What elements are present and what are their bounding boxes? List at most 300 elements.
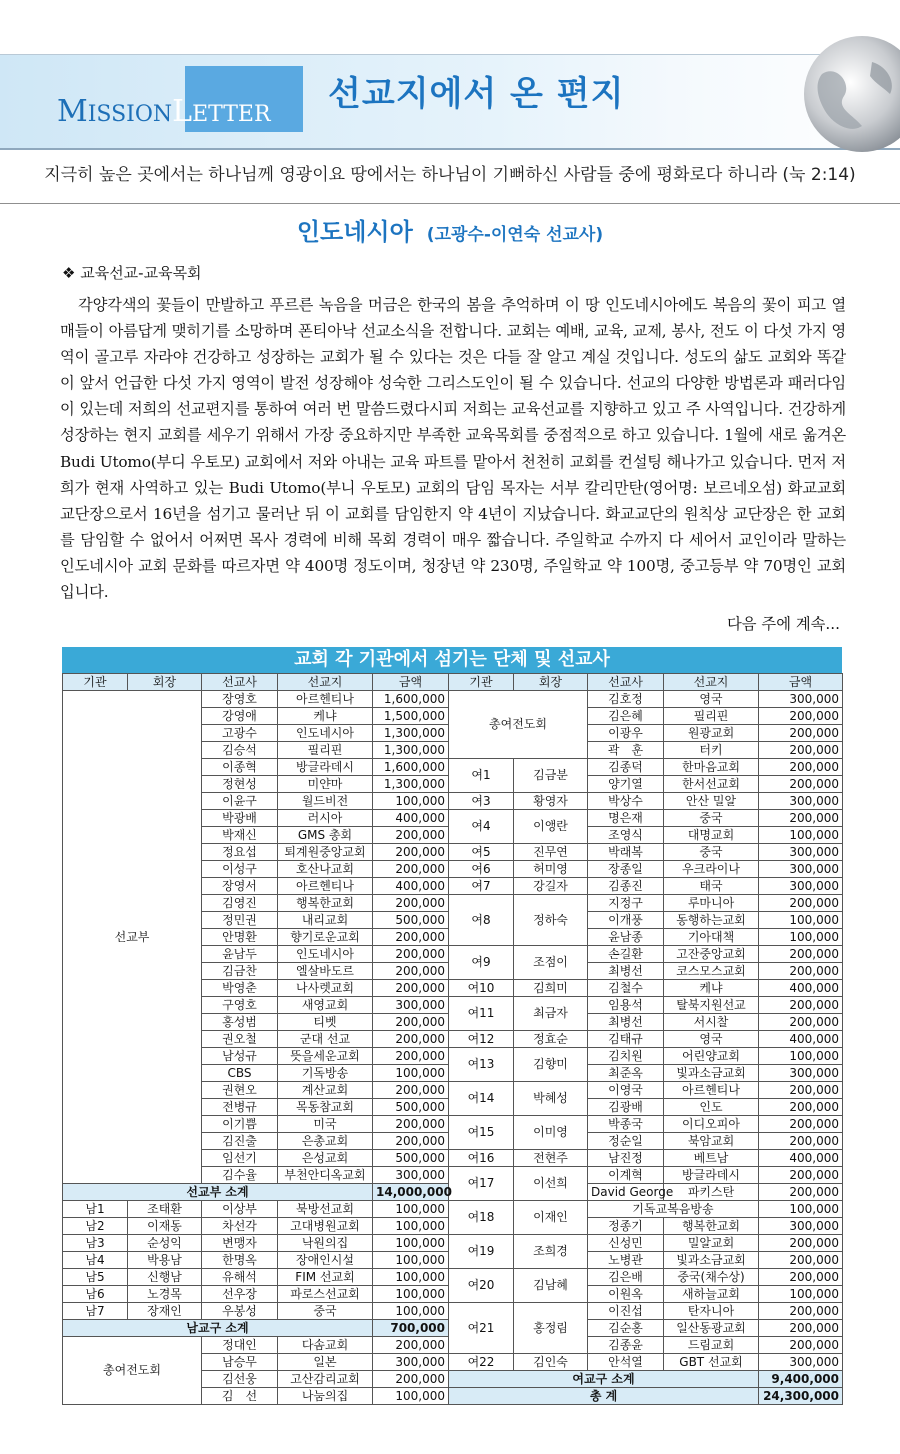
amount-cell: 100,000 — [373, 1303, 449, 1320]
missionary-cell: 이영국 — [588, 1082, 664, 1099]
chair-cell: 김금분 — [514, 759, 588, 793]
amount-cell: 200,000 — [373, 1082, 449, 1099]
missionary-cell: 장영서 — [202, 878, 278, 895]
missionary-cell: 남성규 — [202, 1048, 278, 1065]
missionary-cell: 이광우 — [588, 725, 664, 742]
field-cell: 인도네시아 — [278, 946, 373, 963]
field-cell: 서시찰 — [664, 1014, 759, 1031]
amount-cell: 100,000 — [373, 1252, 449, 1269]
chair-cell: 김인숙 — [514, 1354, 588, 1371]
field-cell: 군대 선교 — [278, 1031, 373, 1048]
field-cell: 기아대책 — [664, 929, 759, 946]
field-cell: GBT 선교회 — [664, 1354, 759, 1371]
missionary-cell: 정순일 — [588, 1133, 664, 1150]
missionary-cell: 이원옥 — [588, 1286, 664, 1303]
gigwan-cell: 여13 — [449, 1048, 514, 1082]
gigwan-cell: 총여전도회 — [449, 691, 588, 759]
amount-cell: 300,000 — [759, 691, 843, 708]
missionary-cell: David George — [588, 1184, 664, 1201]
amount-cell: 200,000 — [759, 725, 843, 742]
amount-cell: 400,000 — [373, 810, 449, 827]
amount-cell: 1,300,000 — [373, 742, 449, 759]
missionary-cell: 임선기 — [202, 1150, 278, 1167]
amount-cell: 200,000 — [759, 1167, 843, 1184]
amount-cell: 100,000 — [373, 793, 449, 810]
missionary-cell: 김승석 — [202, 742, 278, 759]
table-row — [63, 691, 843, 708]
field-cell: 부천안디옥교회 — [278, 1167, 373, 1184]
field-cell: 파로스선교회 — [278, 1286, 373, 1303]
amount-cell: 200,000 — [759, 1116, 843, 1133]
column-header: 금액 — [373, 674, 449, 691]
amount-cell: 400,000 — [759, 1031, 843, 1048]
subtotal-amount: 14,000,000 — [373, 1184, 449, 1201]
chair-cell: 박용남 — [128, 1252, 202, 1269]
amount-cell: 300,000 — [759, 1218, 843, 1235]
amount-cell: 200,000 — [373, 1133, 449, 1150]
amount-cell: 200,000 — [759, 742, 843, 759]
amount-cell: 200,000 — [759, 963, 843, 980]
gigwan-cell: 남2 — [63, 1218, 128, 1235]
field-cell: 티벳 — [278, 1014, 373, 1031]
missionary-cell: 기독교복음방송 — [588, 1201, 759, 1218]
column-header: 선교지 — [278, 674, 373, 691]
amount-cell: 200,000 — [759, 997, 843, 1014]
field-cell: 퇴계원중앙교회 — [278, 844, 373, 861]
chair-cell: 황영자 — [514, 793, 588, 810]
column-header: 선교지 — [664, 674, 759, 691]
field-cell: 엘살바도르 — [278, 963, 373, 980]
amount-cell: 200,000 — [759, 810, 843, 827]
gigwan-cell: 여3 — [449, 793, 514, 810]
amount-cell: 200,000 — [759, 776, 843, 793]
table-row — [63, 1201, 843, 1218]
field-cell: 새영교회 — [278, 997, 373, 1014]
missionary-cell: 이윤구 — [202, 793, 278, 810]
subtotal-label: 선교부 소계 — [63, 1184, 373, 1201]
field-cell: 파키스탄 — [664, 1184, 759, 1201]
missionary-cell: 김영진 — [202, 895, 278, 912]
field-cell: 한서선교회 — [664, 776, 759, 793]
amount-cell: 200,000 — [759, 1235, 843, 1252]
letter-body: 각양각색의 꽃들이 만발하고 푸르른 녹음을 머금은 한국의 봄을 추억하며 이 땅 인도네시아에도 복음의 꽃이 피고 열매들이 아름답게 맺히기를 소망하며 폰티아낙 선교소식을 전합니다. 교회는 예배, 교육, 교제, 봉사, 전도 이 다섯 가지 영역이 골고루 자라야 건강하고 성장하는 교회가 될 수 있다는 것은 다들 잘 알고 계실 것입니다. 성도의 삶도 교회와 똑같이 앞서 언급한 다섯 가지 영역이 발전 성장해야 성숙한 그리스도인이 될 수 있습니다. 선교의 다양한 방법론과 패러다임이 있는데 저희의 선교편지를 통하여 여러 번 말씀드렸다시피 저희는 교육선교를 지향하고 있고 주 사역입니다. 건강하게 성장하는 현지 교회를 세우기 위해서 가장 중요하지만 부족한 교육목회를 중점적으로 하고 있습니다. 1월에 새로 옮겨온 Budi Utomo(부디 우토모) 교회에서 저와 아내는 교육 파트를 맡아서 천천히 교회를 컨설팅 해나가고 있습니다. 먼저 저희가 현재 사역하고 있는 Budi Utomo(부니 우토모) 교회의 담임 목자는 서부 칼리만탄(영어명: 보르네오섬) 화교교회 교단장으로서 16년을 섬기고 물러난 뒤 이 교회를 담임한지 약 4년이 지났습니다. 화교교단의 원칙상 교단장은 한 교회를 담임할 수 없어서 어쩌면 목사 경력에 비해 목회 경력이 매우 짧습니다. 주일학교 수까지 다 세어서 교인이라 말하는 인도네시아 교회 문화를 따르자면 약 400명 정도이며, 청장년 약 230명, 주일학교 약 100명, 중고등부 약 70명인 교회입니다. — [60, 296, 846, 602]
gigwan-cell: 남5 — [63, 1269, 128, 1286]
amount-cell: 1,500,000 — [373, 708, 449, 725]
missionary-cell: 김수율 — [202, 1167, 278, 1184]
field-cell: 케냐 — [664, 980, 759, 997]
amount-cell: 200,000 — [373, 963, 449, 980]
missionary-cell: 박영춘 — [202, 980, 278, 997]
amount-cell: 200,000 — [759, 1082, 843, 1099]
continued-note: 다음 주에 계속... — [727, 615, 840, 633]
gigwan-cell: 남4 — [63, 1252, 128, 1269]
missionary-cell: 김철수 — [588, 980, 664, 997]
missionary-cell: 변맹자 — [202, 1235, 278, 1252]
field-cell: 빛과소금교회 — [664, 1252, 759, 1269]
field-cell: 밀알교회 — [664, 1235, 759, 1252]
verse-divider — [0, 203, 900, 204]
missionary-cell: 김선웅 — [202, 1371, 278, 1388]
chair-cell: 전현주 — [514, 1150, 588, 1167]
amount-cell: 200,000 — [373, 844, 449, 861]
column-header: 회장 — [514, 674, 588, 691]
amount-cell: 400,000 — [373, 878, 449, 895]
missionary-cell: 남승무 — [202, 1354, 278, 1371]
missionary-cell: 최준옥 — [588, 1065, 664, 1082]
field-cell: 필리핀 — [664, 708, 759, 725]
field-cell: 빛과소금교회 — [664, 1065, 759, 1082]
gigwan-cell: 여6 — [449, 861, 514, 878]
field-cell: 나눔의집 — [278, 1388, 373, 1405]
amount-cell: 200,000 — [759, 1320, 843, 1337]
group-label: 선교부 — [63, 691, 202, 1184]
field-cell: 아르헨티나 — [278, 691, 373, 708]
chair-cell: 김향미 — [514, 1048, 588, 1082]
missionary-cell: 차선각 — [202, 1218, 278, 1235]
missionary-cell: 이성구 — [202, 861, 278, 878]
missionary-cell: 김종덕 — [588, 759, 664, 776]
globe-icon — [792, 54, 900, 148]
missionary-cell: 유해석 — [202, 1269, 278, 1286]
table-row — [63, 1235, 843, 1252]
amount-cell: 200,000 — [373, 1014, 449, 1031]
header-bottom-rule — [0, 148, 900, 150]
missionary-cell: 선우장 — [202, 1286, 278, 1303]
field-cell: 동행하는교회 — [664, 912, 759, 929]
amount-cell: 200,000 — [759, 708, 843, 725]
field-cell: 안산 밀알 — [664, 793, 759, 810]
amount-cell: 300,000 — [373, 1167, 449, 1184]
field-cell: 다솜교회 — [278, 1337, 373, 1354]
amount-cell: 100,000 — [373, 1235, 449, 1252]
field-cell: 탄자니아 — [664, 1303, 759, 1320]
field-cell: 고잔중앙교회 — [664, 946, 759, 963]
missionary-cell: 지정구 — [588, 895, 664, 912]
gigwan-cell: 여19 — [449, 1235, 514, 1269]
missionary-cell: 남진정 — [588, 1150, 664, 1167]
field-cell: 드림교회 — [664, 1337, 759, 1354]
field-cell: 호산나교회 — [278, 861, 373, 878]
missionary-cell: 이진섭 — [588, 1303, 664, 1320]
gigwan-cell: 여1 — [449, 759, 514, 793]
country-name: 인도네시아 — [296, 218, 413, 246]
amount-cell: 100,000 — [759, 1201, 843, 1218]
missionary-cell: 구영호 — [202, 997, 278, 1014]
field-cell: 월드비전 — [278, 793, 373, 810]
field-cell: 인도네시아 — [278, 725, 373, 742]
missionary-cell: 이종혁 — [202, 759, 278, 776]
field-cell: 미국 — [278, 1116, 373, 1133]
missionary-cell: 권오철 — [202, 1031, 278, 1048]
missionary-cell: 이계혁 — [588, 1167, 664, 1184]
missionary-cell: 이기쁨 — [202, 1116, 278, 1133]
field-cell: 일산동광교회 — [664, 1320, 759, 1337]
support-grid — [62, 673, 843, 1405]
missionary-cell: 우봉성 — [202, 1303, 278, 1320]
field-cell: 아르헨티나 — [278, 878, 373, 895]
subtotal-label: 여교구 소계 — [449, 1371, 759, 1388]
amount-cell: 100,000 — [373, 1269, 449, 1286]
field-cell: 북암교회 — [664, 1133, 759, 1150]
chair-cell: 정하숙 — [514, 895, 588, 946]
missionary-cell: 박재신 — [202, 827, 278, 844]
amount-cell: 1,300,000 — [373, 776, 449, 793]
field-cell: 필리핀 — [278, 742, 373, 759]
chair-cell: 홍정림 — [514, 1303, 588, 1354]
missionary-cell: 김태규 — [588, 1031, 664, 1048]
missionary-cell: 안명환 — [202, 929, 278, 946]
header-top-rule — [0, 54, 900, 55]
amount-cell: 200,000 — [373, 861, 449, 878]
bible-verse: 지극히 높은 곳에서는 하나님께 영광이요 땅에서는 하나님이 기뻐하신 사람들 중에 평화로다 하니라 (눅 2:14) — [44, 165, 856, 185]
gigwan-cell: 여9 — [449, 946, 514, 980]
missionary-cell: 신성민 — [588, 1235, 664, 1252]
gigwan-cell: 여5 — [449, 844, 514, 861]
amount-cell: 300,000 — [759, 1354, 843, 1371]
chair-cell: 김남혜 — [514, 1269, 588, 1303]
field-cell: 행복한교회 — [278, 895, 373, 912]
field-cell: 탈북지원선교 — [664, 997, 759, 1014]
chair-cell: 이앵란 — [514, 810, 588, 844]
amount-cell: 200,000 — [373, 980, 449, 997]
chair-cell: 이선희 — [514, 1167, 588, 1201]
field-cell: 고산감리교회 — [278, 1371, 373, 1388]
missionary-cell: 전병규 — [202, 1099, 278, 1116]
amount-cell: 1,600,000 — [373, 759, 449, 776]
field-cell: 방글라데시 — [278, 759, 373, 776]
amount-cell: 200,000 — [373, 1116, 449, 1133]
missionary-cell: 홍성범 — [202, 1014, 278, 1031]
missionary-cell: 윤남종 — [588, 929, 664, 946]
amount-cell: 200,000 — [373, 895, 449, 912]
gigwan-cell: 남7 — [63, 1303, 128, 1320]
field-cell: 베트남 — [664, 1150, 759, 1167]
letter-subheading: ❖ 교육선교-교육목회 — [62, 264, 202, 282]
support-table — [62, 647, 842, 1405]
missionary-cell: 최병선 — [588, 1014, 664, 1031]
field-cell: 중국(채수상) — [664, 1269, 759, 1286]
missionary-cell: 정종기 — [588, 1218, 664, 1235]
missionary-cell: 박광배 — [202, 810, 278, 827]
amount-cell: 300,000 — [759, 1065, 843, 1082]
chair-cell: 이재동 — [128, 1218, 202, 1235]
field-cell: 향기로운교회 — [278, 929, 373, 946]
gigwan-cell: 여22 — [449, 1354, 514, 1371]
chair-cell: 진무연 — [514, 844, 588, 861]
field-cell: 중국 — [664, 844, 759, 861]
amount-cell: 500,000 — [373, 912, 449, 929]
amount-cell: 300,000 — [759, 793, 843, 810]
missionary-cell: 정대인 — [202, 1337, 278, 1354]
field-cell: 계산교회 — [278, 1082, 373, 1099]
field-cell: 태국 — [664, 878, 759, 895]
missionary-cell: 윤남두 — [202, 946, 278, 963]
chair-cell: 김희미 — [514, 980, 588, 997]
amount-cell: 200,000 — [373, 929, 449, 946]
chair-cell: 이미영 — [514, 1116, 588, 1150]
amount-cell: 100,000 — [759, 827, 843, 844]
column-header: 회장 — [128, 674, 202, 691]
chair-cell: 최금자 — [514, 997, 588, 1031]
field-cell: 뜻을세운교회 — [278, 1048, 373, 1065]
field-cell: 은총교회 — [278, 1133, 373, 1150]
amount-cell: 100,000 — [759, 929, 843, 946]
field-cell: 목동참교회 — [278, 1099, 373, 1116]
amount-cell: 200,000 — [759, 1184, 843, 1201]
amount-cell: 300,000 — [759, 844, 843, 861]
amount-cell: 200,000 — [759, 1303, 843, 1320]
field-cell: 케냐 — [278, 708, 373, 725]
field-cell: 어린양교회 — [664, 1048, 759, 1065]
column-header: 기관 — [449, 674, 514, 691]
missionary-cell: 김순홍 — [588, 1320, 664, 1337]
amount-cell: 200,000 — [759, 946, 843, 963]
field-cell: 터키 — [664, 742, 759, 759]
gigwan-cell: 여17 — [449, 1167, 514, 1201]
amount-cell: 200,000 — [373, 1031, 449, 1048]
gigwan-cell: 여14 — [449, 1082, 514, 1116]
gigwan-cell: 남3 — [63, 1235, 128, 1252]
field-cell: 한마음교회 — [664, 759, 759, 776]
missionary-cell: 강영애 — [202, 708, 278, 725]
missionary-cell: 임용석 — [588, 997, 664, 1014]
field-cell: 러시아 — [278, 810, 373, 827]
gigwan-cell: 남6 — [63, 1286, 128, 1303]
amount-cell: 500,000 — [373, 1099, 449, 1116]
missionary-cell: 최병선 — [588, 963, 664, 980]
chair-cell: 허미영 — [514, 861, 588, 878]
amount-cell: 300,000 — [373, 997, 449, 1014]
missionary-cell: 조영식 — [588, 827, 664, 844]
field-cell: 고대병원교회 — [278, 1218, 373, 1235]
amount-cell: 200,000 — [373, 1337, 449, 1354]
gigwan-cell: 여8 — [449, 895, 514, 946]
missionary-cell: 박종국 — [588, 1116, 664, 1133]
field-cell: 우크라이나 — [664, 861, 759, 878]
amount-cell: 100,000 — [759, 912, 843, 929]
field-cell: 기독방송 — [278, 1065, 373, 1082]
missionary-cell: 김종진 — [588, 878, 664, 895]
column-header: 기관 — [63, 674, 128, 691]
table-title: 교회 각 기관에서 섬기는 단체 및 선교사 — [62, 647, 842, 673]
amount-cell: 200,000 — [373, 1048, 449, 1065]
amount-cell: 100,000 — [373, 1388, 449, 1405]
amount-cell: 100,000 — [373, 1286, 449, 1303]
amount-cell: 200,000 — [759, 1269, 843, 1286]
amount-cell: 200,000 — [759, 759, 843, 776]
amount-cell: 1,600,000 — [373, 691, 449, 708]
grand-total-label: 총 계 — [449, 1388, 759, 1405]
missionary-cell: 노병관 — [588, 1252, 664, 1269]
missionary-cell: 명은재 — [588, 810, 664, 827]
chair-cell: 순성익 — [128, 1235, 202, 1252]
amount-cell: 100,000 — [373, 1218, 449, 1235]
missionary-cell: 김금찬 — [202, 963, 278, 980]
missionary-cell: 이상부 — [202, 1201, 278, 1218]
missionary-cell: 한명옥 — [202, 1252, 278, 1269]
field-cell: 루마니아 — [664, 895, 759, 912]
chair-cell: 이재인 — [514, 1201, 588, 1235]
chair-cell: 조태환 — [128, 1201, 202, 1218]
group-label: 총여전도회 — [63, 1337, 202, 1405]
amount-cell: 200,000 — [373, 946, 449, 963]
letter-heading — [0, 212, 900, 247]
missionary-cell: 김호정 — [588, 691, 664, 708]
gigwan-cell: 여12 — [449, 1031, 514, 1048]
amount-cell: 200,000 — [759, 1337, 843, 1354]
grand-total-amount: 24,300,000 — [759, 1388, 843, 1405]
column-header: 선교사 — [588, 674, 664, 691]
chair-cell: 장재인 — [128, 1303, 202, 1320]
gigwan-cell: 여10 — [449, 980, 514, 997]
subtotal-amount: 700,000 — [373, 1320, 449, 1337]
chair-cell: 노경목 — [128, 1286, 202, 1303]
field-cell: 대명교회 — [664, 827, 759, 844]
amount-cell: 300,000 — [373, 1354, 449, 1371]
chair-cell: 신행남 — [128, 1269, 202, 1286]
missionary-cell: 장영호 — [202, 691, 278, 708]
gigwan-cell: 여16 — [449, 1150, 514, 1167]
amount-cell: 200,000 — [373, 827, 449, 844]
gigwan-cell: 남1 — [63, 1201, 128, 1218]
field-cell: 나사렛교회 — [278, 980, 373, 997]
amount-cell: 400,000 — [759, 1150, 843, 1167]
field-cell: 새하늘교회 — [664, 1286, 759, 1303]
subtotal-amount: 9,400,000 — [759, 1371, 843, 1388]
field-cell: 장애인시설 — [278, 1252, 373, 1269]
field-cell: 방글라데시 — [664, 1167, 759, 1184]
missionary-cell: 안석열 — [588, 1354, 664, 1371]
amount-cell: 300,000 — [759, 878, 843, 895]
missionary-cell: 김종윤 — [588, 1337, 664, 1354]
table-row — [63, 1269, 843, 1286]
page-title: 선교지에서 온 편지 — [328, 74, 625, 114]
gigwan-cell: 여7 — [449, 878, 514, 895]
amount-cell: 100,000 — [373, 1201, 449, 1218]
missionary-cell: 곽 훈 — [588, 742, 664, 759]
field-cell: 원광교회 — [664, 725, 759, 742]
field-cell: 은성교회 — [278, 1150, 373, 1167]
missionary-cell: 이개풍 — [588, 912, 664, 929]
amount-cell: 300,000 — [759, 861, 843, 878]
amount-cell: 200,000 — [759, 895, 843, 912]
gigwan-cell: 여11 — [449, 997, 514, 1031]
gigwan-cell: 여4 — [449, 810, 514, 844]
gigwan-cell: 여20 — [449, 1269, 514, 1303]
column-header: 선교사 — [202, 674, 278, 691]
field-cell: 낙원의집 — [278, 1235, 373, 1252]
gigwan-cell: 여21 — [449, 1303, 514, 1354]
missionary-cell: 김진출 — [202, 1133, 278, 1150]
field-cell: FIM 선교회 — [278, 1269, 373, 1286]
chair-cell: 정효순 — [514, 1031, 588, 1048]
amount-cell: 200,000 — [759, 1133, 843, 1150]
missionary-cell: 손길환 — [588, 946, 664, 963]
missionary-cell: 고광수 — [202, 725, 278, 742]
missionary-cell: 권현오 — [202, 1082, 278, 1099]
missionary-cell: 정현성 — [202, 776, 278, 793]
missionary-cell: 김 선 — [202, 1388, 278, 1405]
amount-cell: 100,000 — [759, 1048, 843, 1065]
missionary-cell: 정요섭 — [202, 844, 278, 861]
field-cell: 일본 — [278, 1354, 373, 1371]
field-cell: 내리교회 — [278, 912, 373, 929]
amount-cell: 200,000 — [373, 1371, 449, 1388]
missionary-cell: 박상수 — [588, 793, 664, 810]
missionary-cell: CBS — [202, 1065, 278, 1082]
header-row — [63, 674, 843, 691]
amount-cell: 200,000 — [759, 1014, 843, 1031]
